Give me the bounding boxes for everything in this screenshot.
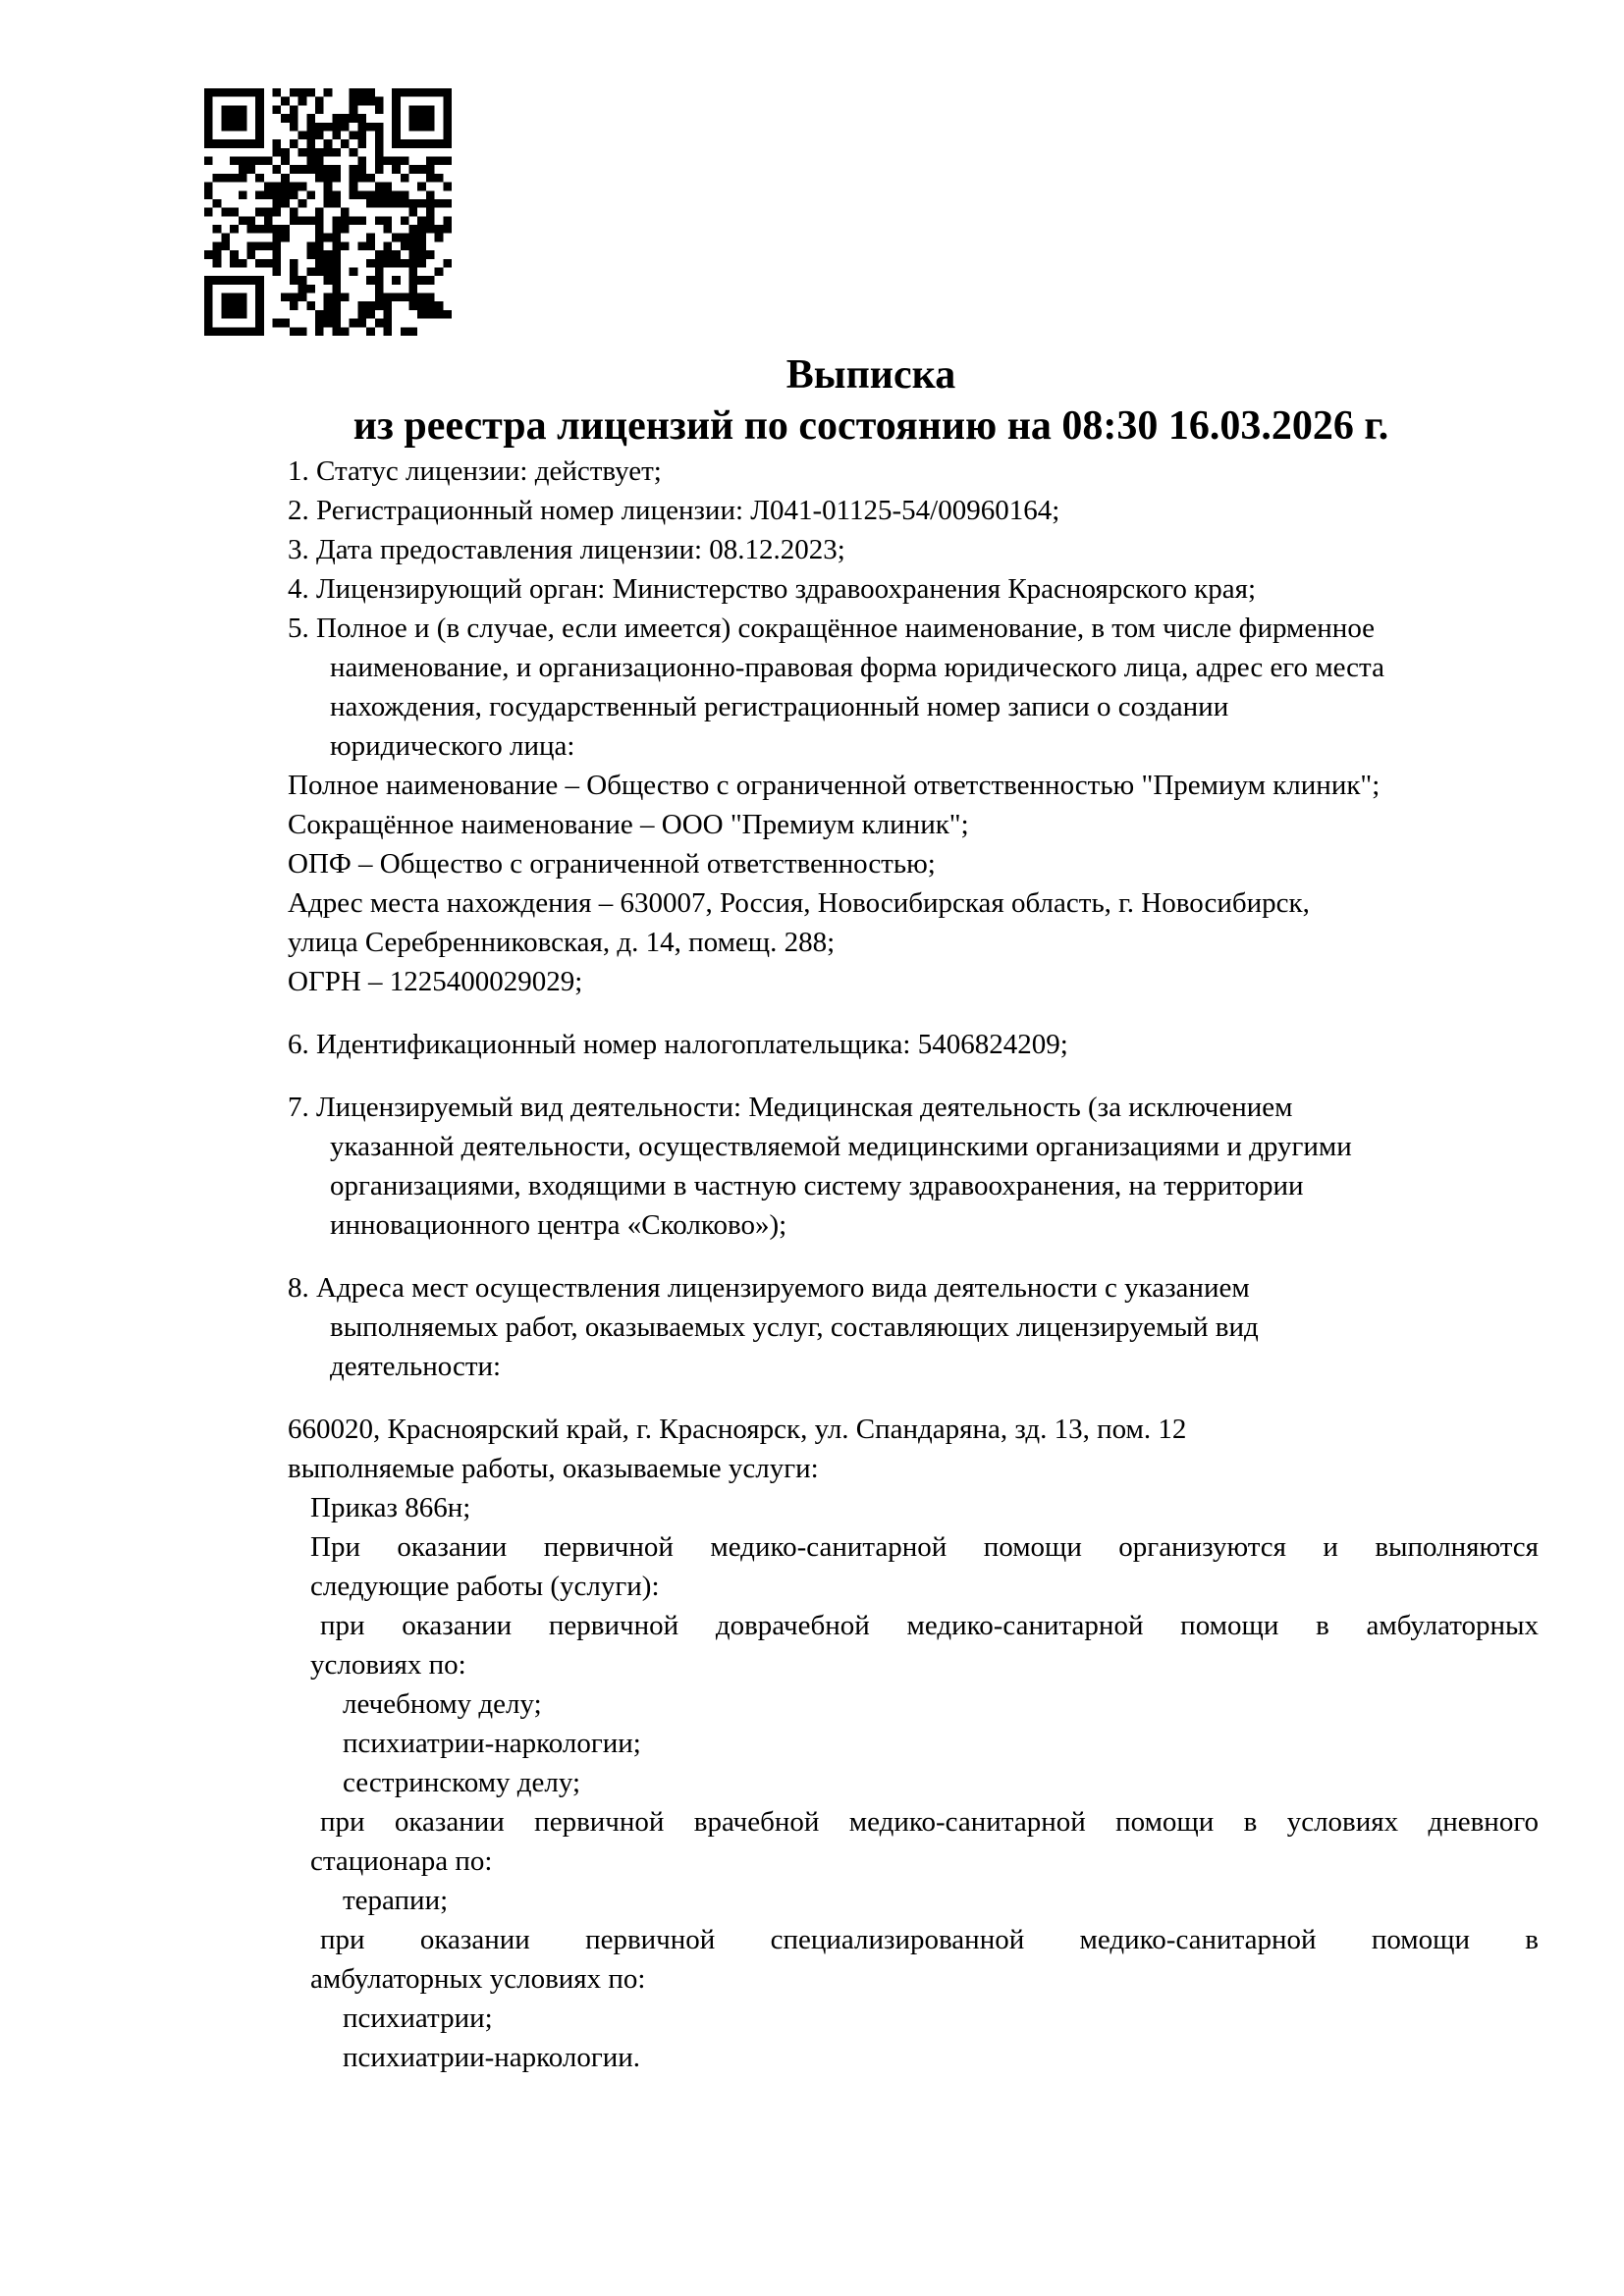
document-line: организациями, входящими в частную систему здравоохранения, на территории [330,1170,1304,1201]
document-line: при оказании первичной специализированной медико-санитарной помощи в [320,1924,1539,1955]
document-line: 2. Регистрационный номер лицензии: Л041-01125-54/00960164; [288,495,1060,526]
document-body [203,452,1539,2077]
document-line: при оказании первичной врачебной медико-санитарной помощи в условиях дневного [320,1806,1539,1838]
document-line: психиатрии-наркологии. [343,2042,641,2073]
document-line: Адрес места нахождения – 630007, Россия, Новосибирская область, г. Новосибирск, [288,887,1310,919]
document-line: улица Серебренниковская, д. 14, помещ. 288; [288,927,836,958]
document-line: 4. Лицензирующий орган: Министерство здравоохранения Красноярского края; [288,573,1256,605]
document-subtitle: из реестра лицензий по состоянию на 08:30 16.03.2026 г. [352,403,1389,449]
document-line: ОГРН – 1225400029029; [288,966,583,997]
document-line: психиатрии-наркологии; [343,1728,641,1759]
document-line: амбулаторных условиях по: [310,1963,646,1995]
document-line: Полное наименование – Общество с ограниченной ответственностью "Премиум клиник"; [288,770,1380,801]
document-line: выполняемые работы, оказываемые услуги: [288,1453,819,1484]
document-line: 660020, Красноярский край, г. Красноярск, ул. Спандаряна, зд. 13, пом. 12 [288,1414,1187,1445]
document-line: 8. Адреса мест осуществления лицензируемого вида деятельности с указанием [288,1272,1250,1304]
document-line: указанной деятельности, осуществляемой медицинскими организациями и другими [330,1131,1352,1162]
document-line: лечебному делу; [343,1688,542,1720]
document-line: следующие работы (услуги): [310,1571,660,1602]
document-line: сестринскому делу; [343,1767,581,1798]
document-line: психиатрии; [343,2002,493,2034]
document-title: Выписка [785,352,956,398]
document-line: Приказ 866н; [310,1492,471,1523]
document-line: при оказании первичной доврачебной медико-санитарной помощи в амбулаторных [320,1610,1539,1641]
document-line: нахождения, государственный регистрационный номер записи о создании [330,691,1229,722]
document-line: инновационного центра «Сколково»); [330,1209,787,1241]
document-line: 7. Лицензируемый вид деятельности: Медицинская деятельность (за исключением [288,1092,1293,1123]
document-line: наименование, и организационно-правовая форма юридического лица, адрес его места [330,652,1384,683]
document-line: стационара по: [310,1845,493,1877]
document-line: ОПФ – Общество с ограниченной ответственностью; [288,848,936,880]
document-line: 5. Полное и (в случае, если имеется) сокращённое наименование, в том числе фирменное [288,613,1376,644]
document-line: условиях по: [310,1649,466,1681]
license-extract-document [203,0,1539,2077]
document-line: 1. Статус лицензии: действует; [288,455,662,487]
document-line: 6. Идентификационный номер налогоплательщика: 5406824209; [288,1029,1068,1060]
document-line: Сокращённое наименование – ООО "Премиум клиник"; [288,809,969,840]
document-line: деятельности: [330,1351,502,1382]
document-line: 3. Дата предоставления лицензии: 08.12.2023; [288,534,845,565]
document-line: юридического лица: [330,730,575,762]
qr-code [204,88,452,336]
document-line: выполняемых работ, оказываемых услуг, составляющих лицензируемый вид [330,1311,1259,1343]
document-line: терапии; [343,1885,449,1916]
document-line: При оказании первичной медико-санитарной помощи организуются и выполняются [310,1531,1539,1563]
